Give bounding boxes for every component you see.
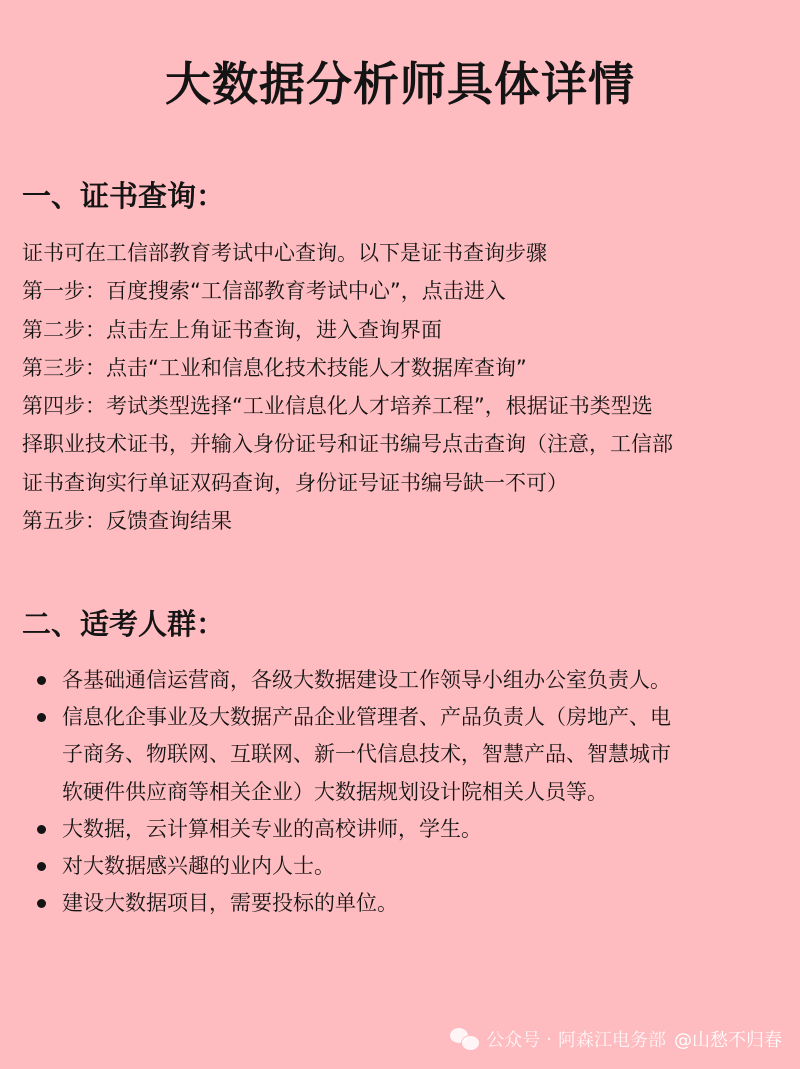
list-item (22, 848, 782, 885)
list-item (22, 885, 782, 922)
list-item-text: 建设大数据项目，需要投标的单位。 (62, 891, 398, 916)
watermark-separator: · (546, 1028, 552, 1050)
list-item (22, 662, 782, 699)
audience-list (22, 662, 782, 922)
text-line: 第四步：考试类型选择“工业信息化人才培养工程”，根据证书类型选 (22, 394, 653, 419)
list-item-text: 子商务、物联网、互联网、新一代信息技术，智慧产品、智慧城市 (62, 742, 671, 767)
bullet-icon (37, 899, 46, 908)
text-line: 第二步：点击左上角证书查询，进入查询界面 (22, 317, 442, 342)
section-heading-audience: 二、适考人群： (22, 607, 226, 641)
text-line: 第三步：点击“工业和信息化技术技能人才数据库查询” (22, 355, 527, 380)
certificate-query-steps (22, 234, 782, 540)
list-item-text: 对大数据感兴趣的业内人士。 (62, 854, 335, 879)
watermark-label: 公众号 (486, 1030, 541, 1051)
watermark (450, 1024, 782, 1054)
bullet-icon (37, 862, 46, 871)
bullet-icon (37, 825, 46, 834)
watermark-account: 阿森江电务部 (558, 1030, 666, 1051)
text-line: 第五步：反馈查询结果 (22, 509, 232, 534)
watermark-user: @山愁不归春 (674, 1030, 782, 1051)
list-item-text: 大数据，云计算相关专业的高校讲师，学生。 (62, 816, 482, 841)
page-title: 大数据分析师具体详情 (165, 57, 635, 111)
text-line: 择职业技术证书，并输入身份证号和证书编号点击查询（注意，工信部 (22, 432, 673, 457)
wechat-icon (450, 1028, 480, 1050)
text-line: 第一步：百度搜索“工信部教育考试中心”，点击进入 (22, 279, 506, 304)
text-line: 证书可在工信部教育考试中心查询。以下是证书查询步骤 (22, 241, 547, 265)
section-heading-certificate: 一、证书查询： (22, 179, 226, 213)
list-item-text: 各基础通信运营商，各级大数据建设工作领导小组办公室负责人。 (62, 668, 671, 692)
text-line: 证书查询实行单证双码查询，身份证号证书编号缺一不可） (22, 470, 568, 495)
bullet-icon (37, 676, 46, 685)
bullet-icon (37, 713, 46, 722)
list-item-text: 软硬件供应商等相关企业）大数据规划设计院相关人员等。 (62, 779, 608, 804)
list-item (22, 811, 782, 848)
list-item (22, 699, 782, 811)
list-item-text: 信息化企事业及大数据产品企业管理者、产品负责人（房地产、电 (62, 705, 671, 730)
